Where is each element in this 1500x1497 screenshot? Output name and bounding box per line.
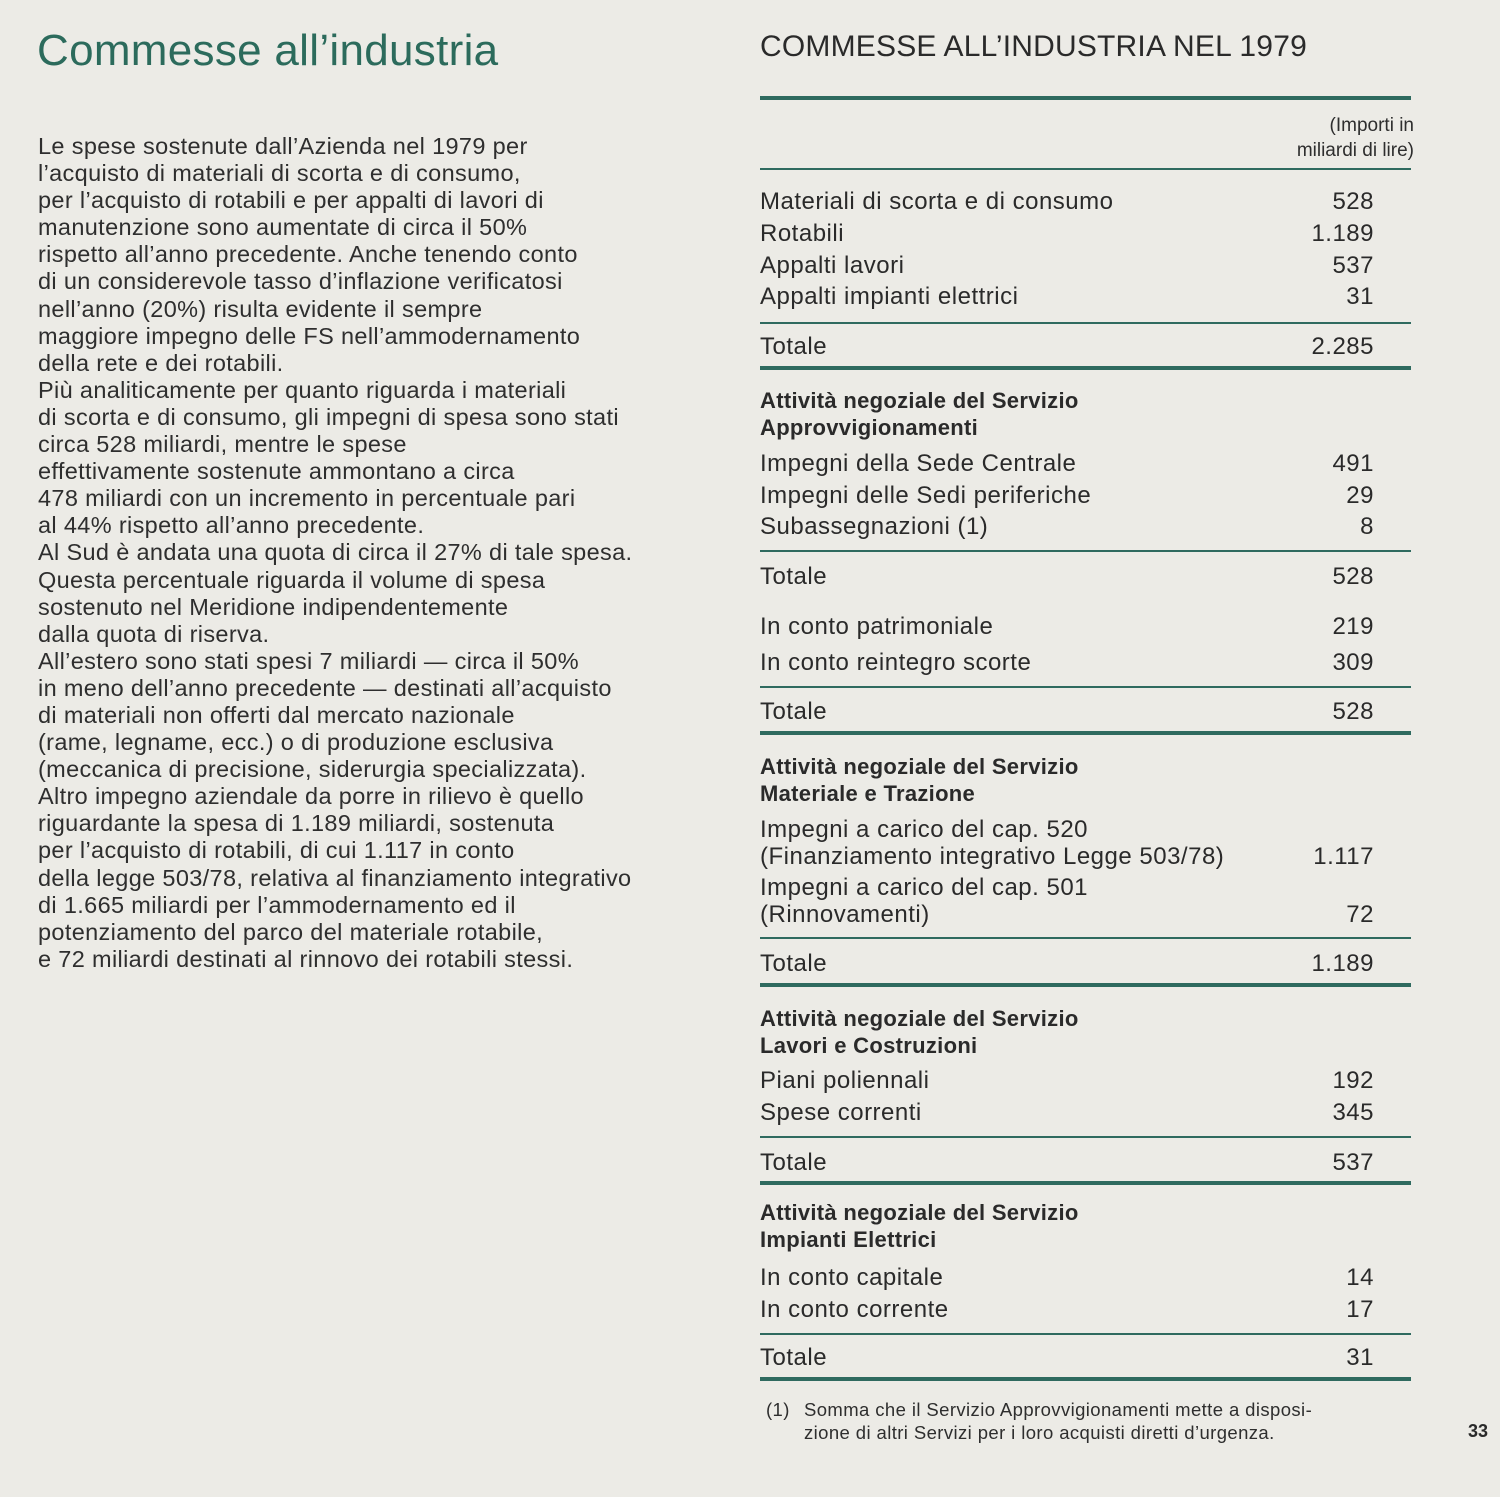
total-value: 1.189 [1311, 950, 1374, 977]
row-value: 192 [1332, 1067, 1374, 1094]
row-label-line: (Rinnovamenti) [760, 901, 930, 928]
row-value: 29 [1346, 482, 1374, 509]
subtotal-rule [760, 686, 1411, 688]
table-title: COMMESSE ALL’INDUSTRIA NEL 1979 [760, 30, 1307, 63]
row-label-line: Impegni a carico del cap. 520 [760, 816, 1089, 843]
subtotal-rule [760, 322, 1411, 324]
row-label: In conto reintegro scorte [760, 649, 1032, 676]
row-label: In conto patrimoniale [760, 613, 994, 640]
table-row [760, 188, 1374, 215]
row-label [760, 874, 1088, 928]
table-row [760, 450, 1374, 477]
subtotal-rule [760, 550, 1411, 552]
paragraph-line: Al Sud è andata una quota di circa il 27% di tale spesa. [38, 539, 633, 566]
row-value: 1.117 [1313, 843, 1374, 870]
row-value: 14 [1346, 1264, 1374, 1291]
row-value: 309 [1332, 649, 1374, 676]
paragraph-line: riguardante la spesa di 1.189 miliardi, sostenuta [38, 810, 555, 837]
subtotal-rule [760, 937, 1411, 939]
total-label: Totale [760, 1149, 828, 1176]
row-value: 72 [1346, 901, 1374, 928]
heading-line: Attività negoziale del Servizio [760, 1200, 1079, 1225]
paragraph-line: nell’anno (20%) risulta evidente il sempre [38, 295, 483, 322]
paragraph-line: potenziamento del parco del materiale rotabile, [38, 918, 544, 945]
paragraph-line: Le spese sostenute dall’Azienda nel 1979 per [38, 133, 528, 159]
footnote-marker: (1) [766, 1399, 790, 1420]
paragraph-line: (meccanica di precisione, siderurgia specializzata). [38, 756, 587, 783]
paragraph-line: dalla quota di riserva. [38, 620, 270, 647]
total-value: 537 [1332, 1149, 1374, 1176]
table-row [760, 482, 1374, 509]
page-title: Commesse all’industria [37, 26, 499, 75]
total-label: Totale [760, 950, 828, 977]
row-value: 491 [1332, 450, 1374, 477]
paragraph-line: 478 miliardi con un incremento in percentuale pari [38, 485, 576, 512]
footnote-line: zione di altri Servizi per i loro acquisti diretti d’urgenza. [804, 1422, 1275, 1443]
row-value: 345 [1332, 1099, 1374, 1126]
table-row [760, 283, 1374, 310]
total-row [760, 1344, 1374, 1371]
table-row [760, 513, 1374, 540]
row-label: Impegni delle Sedi periferiche [760, 482, 1092, 509]
table-row [760, 1296, 1374, 1323]
row-label-line: Impegni a carico del cap. 501 [760, 874, 1089, 901]
paragraph-line: della rete e dei rotabili. [38, 349, 284, 376]
row-value: 31 [1346, 283, 1374, 310]
heading-line: Attività negoziale del Servizio [760, 754, 1079, 779]
heading-line: Impianti Elettrici [760, 1226, 937, 1252]
paragraph-line: sostenuto nel Meridione indipendentemente [38, 593, 509, 620]
table-row [760, 252, 1374, 279]
section-rule [760, 983, 1411, 987]
table-header-rule [760, 168, 1411, 170]
paragraph-line: Più analiticamente per quanto riguarda i materiali [38, 376, 567, 403]
table-row [760, 220, 1374, 247]
section-heading-materiale-trazione [760, 754, 1079, 807]
paragraph-line: di scorta e di consumo, gli impegni di spesa sono stati [38, 403, 619, 430]
total-row [760, 333, 1374, 360]
row-label: Appalti lavori [760, 252, 905, 279]
paragraph-line: manutenzione sono aumentate di circa il 50% [38, 214, 528, 241]
paragraph-line: al 44% rispetto all’anno precedente. [38, 512, 425, 539]
total-row [760, 950, 1374, 977]
units-note [1297, 113, 1414, 163]
units-line-2: miliardi di lire) [1296, 140, 1414, 161]
heading-line: Approvvigionamenti [760, 414, 979, 440]
paragraph-line: per l’acquisto di rotabili e per appalti di lavori di [38, 187, 544, 214]
paragraph-line: rispetto all’anno precedente. Anche tenendo conto [38, 241, 578, 268]
table-row [760, 874, 1374, 928]
paragraph-line: della legge 503/78, relativa al finanziamento integrativo [38, 864, 632, 891]
table-top-rule [760, 96, 1411, 100]
units-line-1: (Importi in [1329, 115, 1414, 136]
row-value: 17 [1346, 1296, 1374, 1323]
paragraph-line: circa 528 miliardi, mentre le spese [38, 431, 407, 458]
footnote-line: Somma che il Servizio Approvvigionamenti mette a disposi- [804, 1399, 1313, 1420]
paragraph-line: di un considerevole tasso d’inflazione verificatosi [38, 268, 563, 295]
table-row [760, 649, 1374, 676]
total-label: Totale [760, 333, 828, 360]
paragraph-line: per l’acquisto di rotabili, di cui 1.117 in conto [38, 837, 515, 864]
total-label: Totale [760, 698, 828, 725]
heading-line: Lavori e Costruzioni [760, 1032, 978, 1058]
paragraph-line: Questa percentuale riguarda il volume di spesa [38, 566, 546, 593]
row-value: 8 [1360, 513, 1374, 540]
heading-line: Attività negoziale del Servizio [760, 388, 1079, 413]
paragraph-line: Altro impegno aziendale da porre in rilievo è quello [38, 783, 584, 810]
page-number: 33 [1467, 1421, 1488, 1441]
paragraph-line: (rame, legname, ecc.) o di produzione esclusiva [38, 729, 554, 756]
heading-line: Attività negoziale del Servizio [760, 1006, 1079, 1031]
total-value: 2.285 [1311, 333, 1374, 360]
section-rule [760, 1181, 1411, 1185]
body-paragraph [38, 133, 718, 973]
table-row [760, 1264, 1374, 1291]
paragraph-line: e 72 miliardi destinati al rinnovo dei rotabili stessi. [38, 945, 574, 972]
section-heading-approvvigionamenti [760, 388, 1079, 441]
total-row [760, 698, 1374, 725]
row-label: Impegni della Sede Centrale [760, 450, 1077, 477]
paragraph-line: di 1.665 miliardi per l’ammodernamento ed il [38, 891, 516, 918]
row-label: Rotabili [760, 220, 845, 247]
section-rule [760, 366, 1411, 370]
row-label-line: (Finanziamento integrativo Legge 503/78) [760, 843, 1225, 870]
table-row [760, 1067, 1374, 1094]
paragraph-line: l’acquisto di materiali di scorta e di consumo, [38, 160, 521, 187]
row-label: Spese correnti [760, 1099, 922, 1126]
paragraph-line: effettivamente sostenute ammontano a circa [38, 458, 515, 485]
subtotal-rule [760, 1333, 1411, 1335]
total-row [760, 563, 1374, 590]
table-row [760, 613, 1374, 640]
total-row [760, 1149, 1374, 1176]
row-label: In conto corrente [760, 1296, 949, 1323]
table-row [760, 816, 1374, 870]
paragraph-line: maggiore impegno delle FS nell’ammodernamento [38, 322, 581, 349]
total-value: 528 [1332, 563, 1374, 590]
row-label: Subassegnazioni (1) [760, 513, 989, 540]
paragraph-line: di materiali non offerti dal mercato nazionale [38, 701, 515, 728]
total-value: 528 [1332, 698, 1374, 725]
table-row [760, 1099, 1374, 1126]
total-label: Totale [760, 1344, 828, 1371]
table-bottom-rule [760, 1377, 1411, 1381]
paragraph-line: in meno dell’anno precedente — destinati all’acquisto [38, 674, 612, 701]
total-label: Totale [760, 563, 828, 590]
section-heading-impianti-elettrici [760, 1200, 1079, 1253]
row-value: 1.189 [1311, 220, 1374, 247]
row-label [760, 816, 1224, 870]
heading-line: Materiale e Trazione [760, 780, 976, 806]
row-label: In conto capitale [760, 1264, 944, 1291]
footnote-text [804, 1398, 1426, 1444]
section-rule [760, 731, 1411, 735]
paragraph-line: All’estero sono stati spesi 7 miliardi — circa il 50% [38, 647, 579, 674]
row-value: 219 [1332, 613, 1374, 640]
footnote [766, 1398, 1426, 1444]
row-label: Appalti impianti elettrici [760, 283, 1019, 310]
total-value: 31 [1346, 1344, 1374, 1371]
row-value: 528 [1332, 188, 1374, 215]
subtotal-rule [760, 1136, 1411, 1138]
row-value: 537 [1332, 252, 1374, 279]
section-heading-lavori-costruzioni [760, 1006, 1079, 1059]
row-label: Piani poliennali [760, 1067, 930, 1094]
row-label: Materiali di scorta e di consumo [760, 188, 1114, 215]
